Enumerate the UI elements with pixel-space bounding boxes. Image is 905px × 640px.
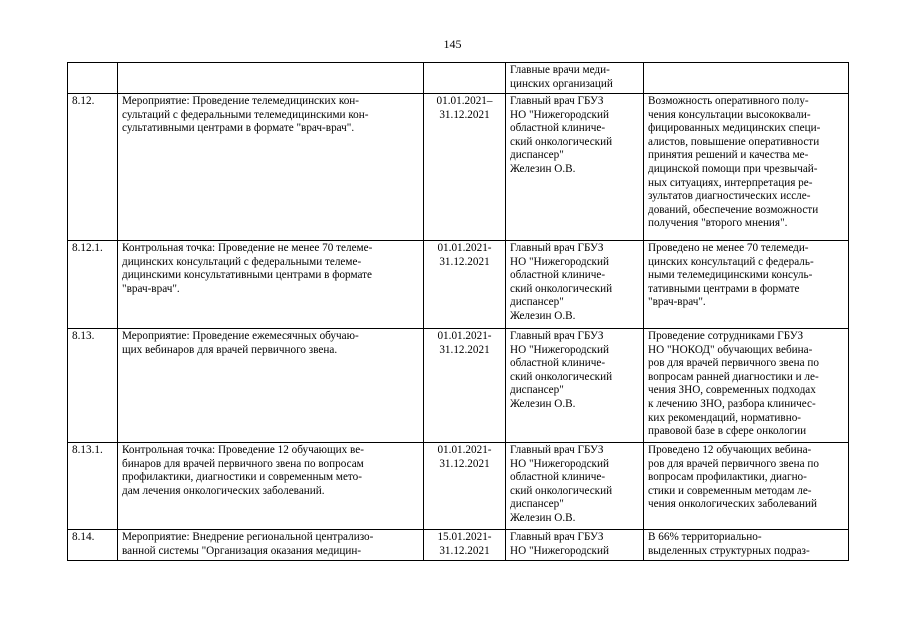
responsible-line: НО "Нижегородский: [510, 544, 609, 557]
activity-line: Контрольная точка: Проведение 12 обучающих ве-: [122, 444, 364, 456]
result-line: В 66% территориально-: [648, 531, 762, 543]
result-line: алистов, повышение оперативности: [648, 135, 820, 148]
activity-line: ванной системы "Организация оказания медицин-: [122, 544, 362, 557]
activity-line: "врач-врач".: [122, 282, 180, 295]
cell-responsible: [506, 94, 644, 241]
activity-line: бинаров для врачей первичного звена по вопросам: [122, 457, 364, 470]
table-row-continuation: [68, 63, 849, 94]
cell-period: [424, 94, 506, 241]
cell-period: [424, 443, 506, 530]
responsible-line: НО "Нижегородский: [510, 457, 609, 470]
cell-period: [424, 329, 506, 443]
activity-line: Мероприятие: Внедрение региональной централизо-: [122, 531, 374, 543]
cell-responsible: [506, 329, 644, 443]
table-row: [68, 329, 849, 443]
cell-responsible: [506, 443, 644, 530]
period-line: 01.01.2021-: [437, 242, 492, 254]
responsible-line: НО "Нижегородский: [510, 343, 609, 356]
cell-period: [424, 63, 506, 94]
activity-line: дам лечения онкологических заболеваний.: [122, 484, 325, 497]
cell-number: [68, 329, 118, 443]
result-line: фицированных медицинских специ-: [648, 122, 821, 135]
cell-number: [68, 63, 118, 94]
row-number: 8.12.: [72, 95, 95, 107]
responsible-line: Главный врач ГБУЗ: [510, 95, 604, 107]
result-line: ров для врачей первичного звена по: [648, 357, 819, 370]
row-number: 8.13.1.: [72, 444, 103, 456]
activity-line: Мероприятие: Проведение телемедицинских кон-: [122, 95, 360, 107]
cell-result: [644, 329, 849, 443]
period-line: 31.12.2021: [439, 544, 490, 557]
row-number: 8.12.1.: [72, 242, 103, 254]
result-line: ров для врачей первичного звена по: [648, 457, 819, 470]
cell-responsible: [506, 241, 644, 329]
table-row: [68, 530, 849, 561]
responsible-line: Главный врач ГБУЗ: [510, 330, 604, 342]
result-line: стики и современным методам ле-: [648, 484, 812, 497]
result-line: Возможность оперативного полу-: [648, 95, 809, 107]
cell-period: [424, 241, 506, 329]
responsible-line: ский онкологический: [510, 370, 613, 383]
result-line: чения ЗНО, современных подходах: [648, 384, 816, 397]
activity-line: профилактики, диагностики и современным мето-: [122, 471, 362, 484]
table-row: [68, 241, 849, 329]
cell-number: [68, 530, 118, 561]
activity-line: Мероприятие: Проведение ежемесячных обучаю-: [122, 330, 359, 342]
responsible-line: областной клиниче-: [510, 357, 606, 370]
responsible-line: диспансер": [510, 498, 564, 511]
result-line: Проведено не менее 70 телемеди-: [648, 242, 809, 254]
cell-activity: [118, 241, 424, 329]
cell-number: [68, 443, 118, 530]
cell-activity: [118, 443, 424, 530]
cell-activity: [118, 63, 424, 94]
responsible-line: диспансер": [510, 384, 564, 397]
result-line: "врач-врач".: [648, 296, 706, 309]
result-line: дицинской помощи при чрезвычай-: [648, 162, 818, 175]
responsible-line: диспансер": [510, 296, 564, 309]
responsible-line: Главные врачи меди-: [510, 64, 610, 76]
responsible-line: Главный врач ГБУЗ: [510, 531, 604, 543]
cell-activity: [118, 530, 424, 561]
period-line: 31.12.2021: [439, 343, 490, 356]
cell-responsible: [506, 63, 644, 94]
result-line: цинских консультаций с федераль-: [648, 255, 814, 268]
responsible-line: Железин О.В.: [510, 397, 576, 410]
responsible-line: областной клиниче-: [510, 471, 606, 484]
result-line: ных ситуациях, интерпретация ре-: [648, 176, 813, 189]
cell-result: [644, 241, 849, 329]
cell-number: [68, 241, 118, 329]
table-row: [68, 443, 849, 530]
responsible-line: диспансер": [510, 149, 564, 162]
result-line: Проведение сотрудниками ГБУЗ: [648, 330, 804, 342]
period-line: 01.01.2021-: [437, 330, 492, 342]
cell-number: [68, 94, 118, 241]
page-number: 145: [443, 37, 462, 51]
responsible-line: НО "Нижегородский: [510, 108, 609, 121]
activity-line: щих вебинаров для врачей первичного звена.: [122, 343, 338, 356]
result-line: Проведено 12 обучающих вебина-: [648, 444, 812, 456]
period-line: 31.12.2021: [439, 108, 490, 121]
activity-line: дицинскими консультативными центрами в формате: [122, 269, 373, 282]
responsible-line: Главный врач ГБУЗ: [510, 444, 604, 456]
row-number: 8.14.: [72, 531, 95, 543]
responsible-line: Железин О.В.: [510, 511, 576, 524]
cell-activity: [118, 94, 424, 241]
cell-responsible: [506, 530, 644, 561]
responsible-line: НО "Нижегородский: [510, 255, 609, 268]
cell-result: [644, 63, 849, 94]
responsible-line: Главный врач ГБУЗ: [510, 242, 604, 254]
result-line: дований, обеспечение возможности: [648, 203, 819, 216]
period-line: 31.12.2021: [439, 457, 490, 470]
row-number: 8.13.: [72, 330, 95, 342]
table-row: [68, 94, 849, 241]
cell-period: [424, 530, 506, 561]
result-line: чения онкологических заболеваний: [648, 498, 817, 511]
result-line: вопросам ранней диагностики и ле-: [648, 370, 819, 383]
cell-result: [644, 94, 849, 241]
responsible-line: ский онкологический: [510, 282, 613, 295]
period-line: 01.01.2021–: [436, 95, 493, 107]
result-line: чения консультации высококвали-: [648, 108, 811, 121]
result-line: принятия решений и качества ме-: [648, 149, 809, 162]
cell-result: [644, 443, 849, 530]
result-line: выделенных структурных подраз-: [648, 544, 810, 557]
result-line: ными телемедицинскими консуль-: [648, 269, 813, 282]
result-line: ких рекомендаций, нормативно-: [648, 411, 802, 424]
responsible-line: ский онкологический: [510, 484, 613, 497]
result-line: к лечению ЗНО, разбора клиничес-: [648, 397, 816, 410]
responsible-line: Железин О.В.: [510, 309, 576, 322]
responsible-line: ский онкологический: [510, 135, 613, 148]
result-line: вопросам профилактики, диагно-: [648, 471, 807, 484]
activity-line: дицинских консультаций с федеральными телеме-: [122, 255, 362, 268]
period-line: 31.12.2021: [439, 255, 490, 268]
activities-table: [67, 62, 849, 561]
result-line: зультатов диагностических иссле-: [648, 190, 811, 203]
responsible-line: цинских организаций: [510, 77, 613, 90]
cell-result: [644, 530, 849, 561]
result-line: НО "НОКОД" обучающих вебина-: [648, 343, 813, 356]
result-line: получения "второго мнения".: [648, 217, 788, 230]
activity-line: сультаций с федеральными телемедицинскими кон-: [122, 108, 369, 121]
activity-line: сультативными центрами в формате "врач-врач".: [122, 122, 355, 135]
responsible-line: областной клиниче-: [510, 269, 606, 282]
result-line: тативными центрами в формате: [648, 282, 800, 295]
period-line: 15.01.2021-: [437, 531, 492, 543]
cell-activity: [118, 329, 424, 443]
activity-line: Контрольная точка: Проведение не менее 70 телеме-: [122, 242, 373, 254]
responsible-line: областной клиниче-: [510, 122, 606, 135]
period-line: 01.01.2021-: [437, 444, 492, 456]
responsible-line: Железин О.В.: [510, 162, 576, 175]
result-line: правовой базе в сфере онкологии: [648, 425, 807, 438]
